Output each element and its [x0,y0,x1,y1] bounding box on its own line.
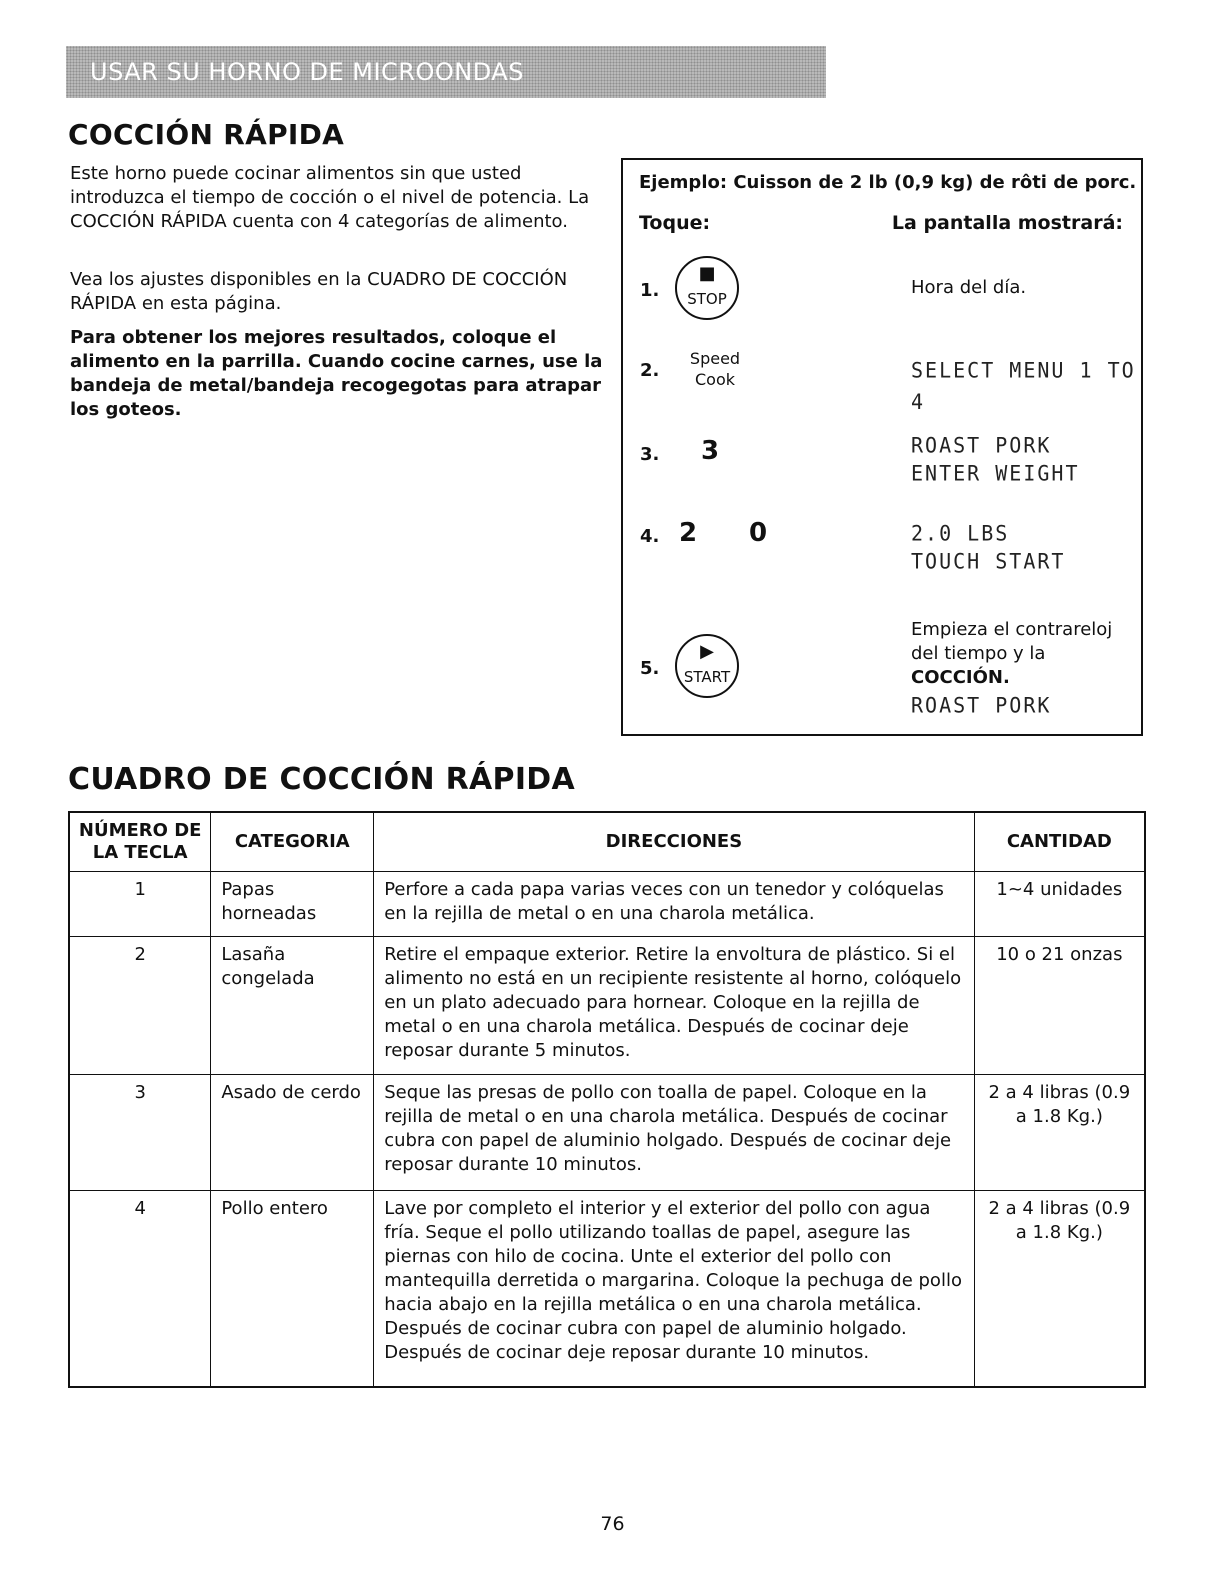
quantity-cell: 2 a 4 libras (0.9 a 1.8 Kg.) [974,1191,1145,1387]
table-row [69,1075,1145,1191]
step-number: 1. [640,280,660,301]
quantity-cell: 10 o 21 onzas [974,937,1145,1075]
category-cell: Lasaña congelada [211,937,374,1075]
example-title: Ejemplo: Cuisson de 2 lb (0,9 kg) de rôti de porc. [639,172,1137,193]
speed-cook-chart-title: CUADRO DE COCCIÓN RÁPIDA [68,762,576,797]
best-results-paragraph: Para obtener los mejores resultados, coloque el alimento en la parrilla. Cuando cocine carnes, use la bandeja de metal/bandeja recogegotas para atrapar los goteos. [70,327,603,420]
display-readout: ROAST PORK [911,692,1052,718]
key-number-cell: 4 [69,1191,211,1387]
directions-cell: Perfore a cada papa varias veces con un tenedor y colóquelas en la rejilla de metal o en una charola metálica. [374,872,974,937]
display-readout: ROAST PORK [911,432,1052,458]
display-readout: SELECT MENU 1 TO 4 [911,357,1136,415]
number-key-3[interactable]: 3 [701,436,720,466]
quantity-cell: 1~4 unidades [974,872,1145,937]
directions-cell: Retire el empaque exterior. Retire la envoltura de plástico. Si el alimento no está en un recipiente resistente al horno, colóquelo en un plato adecuado para hornear. Coloque en la rejilla de metal o en una charola metálica. Después de cocinar deje reposar durante 5 minutos. [374,937,974,1075]
step-number: 4. [640,526,660,547]
play-icon: ▶ [700,641,714,662]
display-readout: ENTER WEIGHT [911,460,1080,486]
table-row [69,872,1145,937]
step-number: 2. [640,360,660,381]
step-number: 5. [640,658,660,679]
key-number-cell: 2 [69,937,211,1075]
page-number: 76 [600,1513,625,1535]
display-text-bold: COCCIÓN. [911,667,1010,688]
table-row [69,1191,1145,1387]
speed-cook-button[interactable]: Speed Cook [689,349,741,389]
category-cell: Asado de cerdo [211,1075,374,1191]
key-number-cell: 3 [69,1075,211,1191]
header-quantity: CANTIDAD [974,812,1145,872]
step-number: 3. [640,444,660,465]
start-button[interactable] [675,634,739,698]
number-key-0[interactable]: 0 [749,518,768,548]
header-directions: DIRECCIONES [374,812,974,872]
stop-button-label: STOP [687,290,727,308]
number-key-2[interactable]: 2 [679,518,698,548]
intro-paragraph: Este horno puede cocinar alimentos sin que usted introduzca el tiempo de cocción o el nivel de potencia. La COCCIÓN RÁPIDA cuenta con 4 categorías de alimento. [70,163,590,232]
category-cell: Papas horneadas [211,872,374,937]
header-key-number: NÚMERO DE LA TECLA [69,812,211,872]
example-box [621,158,1143,736]
directions-cell: Seque las presas de pollo con toalla de papel. Coloque en la rejilla de metal o en una charola metálica. Después de cocinar cubra con papel de aluminio holgado. Después de cocinar deje reposar durante 10 minutos. [374,1075,974,1191]
speed-cook-title: COCCIÓN RÁPIDA [68,118,345,151]
banner-title: USAR SU HORNO DE MICROONDAS [90,58,524,86]
display-text: Empieza el contrareloj del tiempo y la [911,619,1113,664]
speed-cook-table [68,811,1146,1388]
section-banner [66,46,826,98]
display-readout: TOUCH START [911,548,1066,574]
quantity-cell: 2 a 4 libras (0.9 a 1.8 Kg.) [974,1075,1145,1191]
table-header-row [69,812,1145,872]
header-category: CATEGORIA [211,812,374,872]
settings-paragraph: Vea los ajustes disponibles en la CUADRO DE COCCIÓN RÁPIDA en esta página. [70,269,568,314]
display-text: Hora del día. [911,277,1027,298]
start-button-label: START [683,668,731,686]
directions-cell: Lave por completo el interior y el exterior del pollo con agua fría. Seque el pollo utilizando toallas de papel, asegure las piernas con hilo de cocina. Unte el exterior del pollo con mantequilla derretida o margarina. Coloque la pechuga de pollo hacia abajo en la rejilla metálica o en una charola metálica. Después de cocinar cubra con papel de aluminio holgado. Después de cocinar deje reposar durante 10 minutos. [374,1191,974,1387]
display-column-header: La pantalla mostrará: [891,212,1123,234]
stop-icon: ■ [698,263,716,284]
touch-column-header: Toque: [639,212,711,234]
key-number-cell: 1 [69,872,211,937]
category-cell: Pollo entero [211,1191,374,1387]
stop-button[interactable] [675,256,739,320]
table-row [69,937,1145,1075]
display-readout: 2.0 LBS [911,520,1010,546]
